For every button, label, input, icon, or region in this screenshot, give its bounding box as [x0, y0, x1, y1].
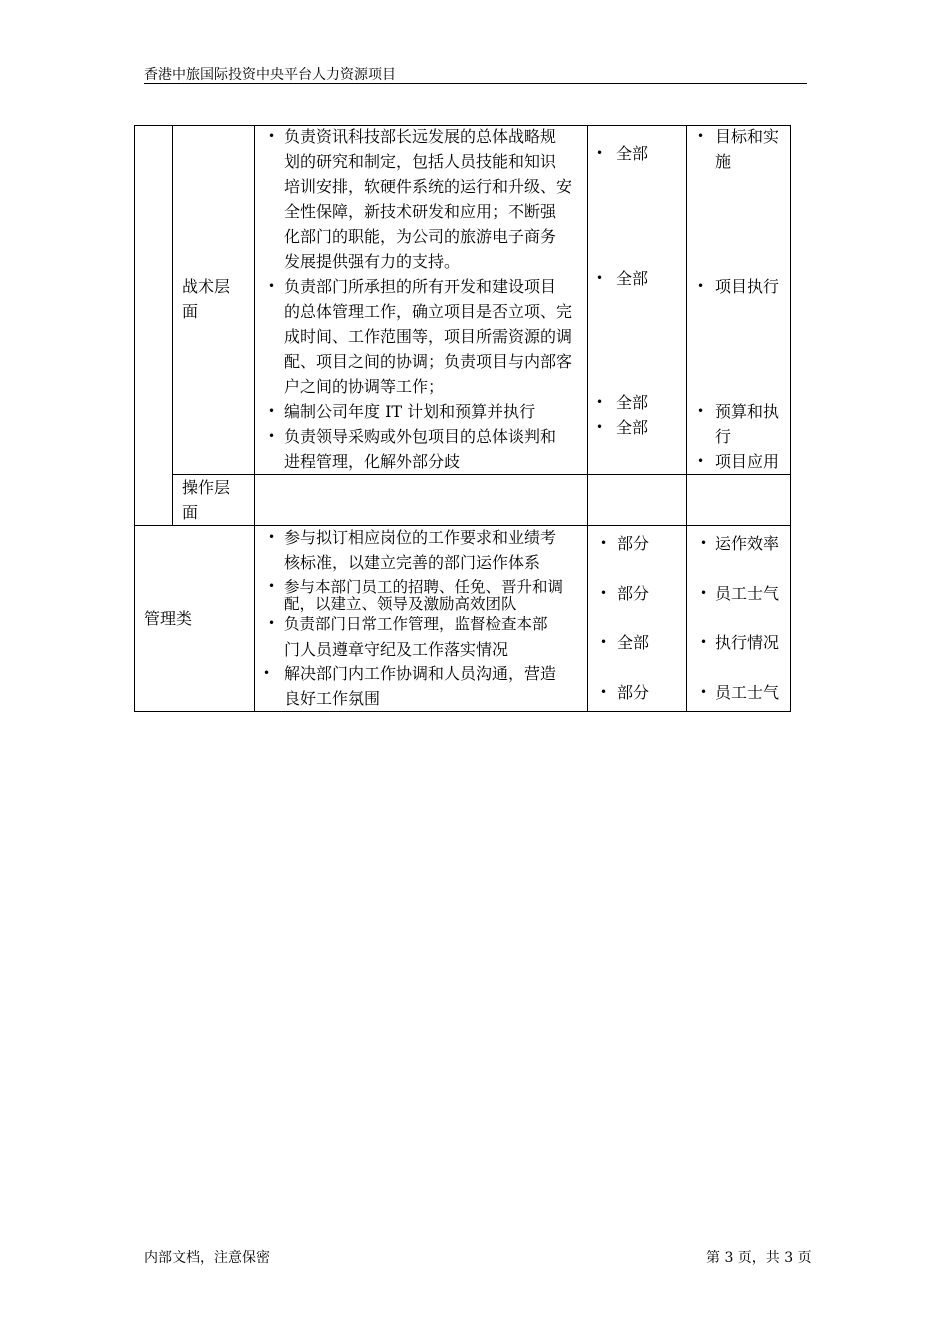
list-item: 负责部门日常工作管理，监督检查本部 [284, 615, 548, 633]
bullet-icon: • [697, 279, 705, 293]
bullet-icon: • [268, 129, 276, 143]
bullet-icon: • [268, 579, 276, 593]
bullet-icon: • [268, 530, 276, 544]
bullet-icon: • [600, 685, 608, 699]
bullet-icon: • [700, 635, 708, 649]
scope-value: 部分 [617, 584, 650, 603]
bullet-icon: • [700, 685, 708, 699]
list-item: 良好工作氛围 [284, 689, 381, 708]
scope-value: 全部 [616, 144, 649, 163]
table-border-left [134, 125, 135, 712]
indicator-value: 运作效率 [715, 534, 780, 553]
list-item: 划的研究和制定，包括人员技能和知识 [284, 152, 557, 171]
header-rule [144, 83, 807, 84]
indicator-value: 员工士气 [715, 683, 780, 702]
footer-confidential-note: 内部文档，注意保密 [144, 1250, 270, 1266]
table-col-divider [686, 125, 687, 712]
bullet-icon: • [596, 395, 604, 409]
list-item: 负责领导采购或外包项目的总体谈判和 [284, 427, 557, 446]
indicator-value: 执行情况 [715, 633, 780, 652]
list-item: 发展提供强有力的支持。 [284, 252, 461, 271]
scope-value: 全部 [616, 393, 649, 412]
list-item: 进程管理，化解外部分歧 [284, 452, 461, 471]
row-label-operation-cont: 面 [182, 503, 199, 522]
bullet-icon: • [600, 536, 608, 550]
row-label-operation: 操作层 [182, 478, 231, 497]
list-item: 培训安排，软硬件系统的运行和升级、安 [284, 177, 573, 196]
footer-page-number: 第 3 页，共 3 页 [706, 1250, 812, 1266]
list-item: 户之间的协调等工作； [284, 377, 445, 396]
indicator-value: 施 [715, 152, 732, 171]
row-label-management: 管理类 [144, 609, 193, 628]
bullet-icon: • [268, 404, 276, 418]
list-item: 化部门的职能，为公司的旅游电子商务 [284, 227, 557, 246]
bullet-icon: • [700, 536, 708, 550]
indicator-value: 员工士气 [715, 584, 780, 603]
scope-value: 全部 [616, 418, 649, 437]
table-border-bottom [134, 711, 791, 712]
indicator-value: 项目执行 [715, 277, 780, 296]
table-col-divider [172, 125, 173, 526]
list-item: 参与本部门员工的招聘、任免、晋升和调 [284, 578, 564, 596]
scope-value: 部分 [617, 534, 650, 553]
scope-value: 全部 [616, 269, 649, 288]
indicator-value: 目标和实 [715, 127, 780, 146]
bullet-icon: • [697, 129, 705, 143]
bullet-icon: • [268, 616, 276, 630]
list-item: 成时间、工作范围等，项目所需资源的调 [284, 327, 573, 346]
list-item: 核标准，以建立完善的部门运作体系 [284, 553, 541, 572]
list-item: 的总体管理工作，确立项目是否立项、完 [284, 302, 573, 321]
table-border-right [790, 125, 791, 712]
bullet-icon: • [596, 146, 604, 160]
list-item: 参与拟订相应岗位的工作要求和业绩考 [284, 528, 557, 547]
bullet-icon: • [600, 635, 608, 649]
bullet-icon: • [263, 666, 271, 680]
list-item: 解决部门内工作协调和人员沟通，营造 [284, 664, 557, 683]
list-item: 负责资讯科技部长远发展的总体战略规 [284, 127, 557, 146]
table-col-divider [587, 125, 588, 712]
bullet-icon: • [697, 454, 705, 468]
bullet-icon: • [600, 586, 608, 600]
table-col-divider [254, 125, 255, 712]
list-item: 编制公司年度 IT 计划和预算并执行 [284, 402, 536, 421]
bullet-icon: • [700, 586, 708, 600]
list-item: 配，以建立、领导及激励高效团队 [284, 595, 517, 613]
row-label-tactical-cont: 面 [182, 302, 199, 321]
row-label-tactical: 战术层 [182, 277, 231, 296]
bullet-icon: • [697, 404, 705, 418]
bullet-icon: • [268, 279, 276, 293]
scope-value: 部分 [617, 683, 650, 702]
document-header-title: 香港中旅国际投资中央平台人力资源项目 [144, 67, 396, 83]
list-item: 负责部门所承担的所有开发和建设项目 [284, 277, 557, 296]
bullet-icon: • [596, 420, 604, 434]
scope-value: 全部 [617, 633, 650, 652]
bullet-icon: • [268, 429, 276, 443]
bullet-icon: • [596, 271, 604, 285]
indicator-value: 项目应用 [715, 452, 780, 471]
list-item: 门人员遵章守纪及工作落实情况 [284, 640, 509, 659]
indicator-value: 预算和执 [715, 402, 780, 421]
table-row-divider [172, 474, 791, 475]
indicator-value: 行 [715, 427, 732, 446]
list-item: 全性保障，新技术研发和应用；不断强 [284, 202, 557, 221]
list-item: 配、项目之间的协调；负责项目与内部客 [284, 352, 573, 371]
